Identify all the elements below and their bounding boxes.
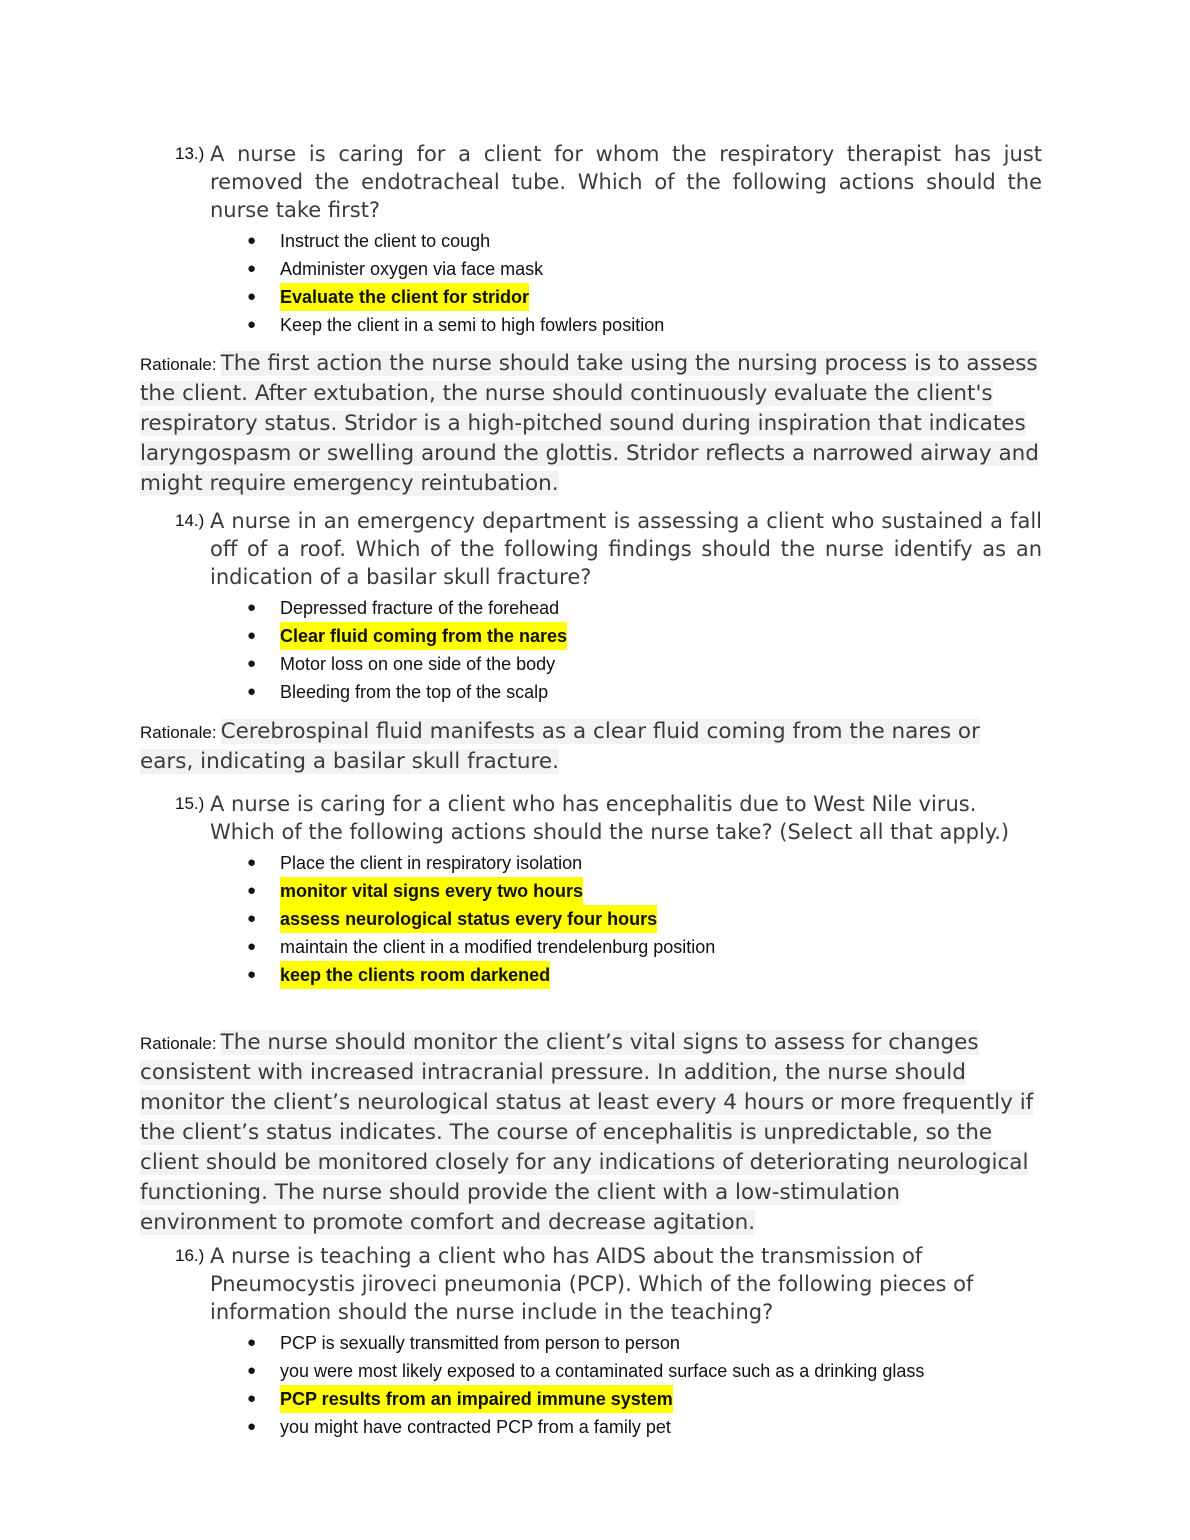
rationale-label: Rationale:	[140, 1034, 217, 1053]
option-text: Place the client in respiratory isolation	[280, 853, 583, 873]
list-item	[247, 227, 1111, 255]
option-text: PCP is sexually transmitted from person to person	[280, 1333, 680, 1353]
correct-option-text: Evaluate the client for stridor	[280, 283, 529, 311]
rationale-label: Rationale:	[140, 723, 217, 742]
rationale-label: Rationale:	[140, 355, 217, 374]
list-item	[247, 622, 1111, 650]
option-text: you might have contracted PCP from a family pet	[280, 1417, 671, 1437]
bullet-icon: ●	[247, 627, 257, 644]
rationale-13	[140, 350, 1040, 500]
bullet-icon: ●	[247, 683, 257, 700]
bullet-icon: ●	[247, 938, 257, 955]
bullet-icon: ●	[247, 599, 257, 616]
list-item	[247, 933, 1111, 961]
bullet-icon: ●	[247, 854, 257, 871]
rationale-text: The nurse should monitor the client’s vital signs to assess for changes consistent with increased intracranial pressure. In addition, the nurse should monitor the client’s neurological status at least every 4 hours or more frequently if the client’s status indicates. The course of encephalitis is unpredictable, so the client should be monitored closely for any indications of deteriorating neurological functioning. The nurse should provide the client with a low-stimulation environment to promote comfort and decrease agitation.	[140, 1030, 1034, 1235]
option-text: Depressed fracture of the forehead	[280, 598, 560, 618]
option-text: Motor loss on one side of the body	[280, 654, 556, 674]
question-13	[175, 140, 1042, 339]
option-text: maintain the client in a modified trendelenburg position	[280, 937, 716, 957]
question-number: 15.)	[175, 794, 205, 813]
list-item	[247, 849, 1111, 877]
list-item	[247, 283, 1111, 311]
bullet-icon: ●	[247, 1334, 257, 1351]
list-item	[247, 594, 1111, 622]
options-list	[247, 594, 1111, 706]
option-text: Keep the client in a semi to high fowlers position	[280, 315, 665, 335]
bullet-icon: ●	[247, 966, 257, 983]
bullet-icon: ●	[247, 288, 257, 305]
question-15	[175, 790, 1039, 989]
rationale-text: Cerebrospinal fluid manifests as a clear fluid coming from the nares or ears, indicating a basilar skull fracture.	[140, 719, 980, 774]
correct-option-text: keep the clients room darkened	[280, 961, 550, 989]
option-text: Bleeding from the top of the scalp	[280, 682, 549, 702]
list-item	[247, 877, 1111, 905]
question-text: A nurse in an emergency department is assessing a client who sustained a fall off of a roof. Which of the following findings should the nurse identify as an indication of a basilar skull fracture?	[210, 509, 1042, 589]
list-item	[247, 678, 1111, 706]
list-item	[247, 961, 1111, 989]
option-text: Instruct the client to cough	[280, 231, 491, 251]
option-text: Administer oxygen via face mask	[280, 259, 544, 279]
list-item	[247, 311, 1111, 339]
list-item	[247, 255, 1111, 283]
list-item	[247, 650, 1111, 678]
bullet-icon: ●	[247, 655, 257, 672]
bullet-icon: ●	[247, 910, 257, 927]
list-item	[247, 1329, 1111, 1357]
list-item	[247, 1413, 1111, 1441]
bullet-icon: ●	[247, 1390, 257, 1407]
list-item	[247, 905, 1111, 933]
rationale-text: The first action the nurse should take using the nursing process is to assess the client. After extubation, the nurse should continuously evaluate the client's respiratory status. Stridor is a high-pitched sound during inspiration that indicates laryngospasm or swelling around the glottis. Stridor reflects a narrowed airway and might require emergency reintubation.	[140, 351, 1039, 496]
correct-option-text: Clear fluid coming from the nares	[280, 622, 567, 650]
bullet-icon: ●	[247, 316, 257, 333]
bullet-icon: ●	[247, 1362, 257, 1379]
rationale-15	[140, 1029, 1040, 1239]
question-text: A nurse is teaching a client who has AIDS about the transmission of Pneumocystis jiroveci pneumonia (PCP). Which of the following pieces of information should the nurse include in the teaching?	[210, 1244, 974, 1324]
question-number: 14.)	[175, 511, 205, 530]
question-16	[175, 1242, 1039, 1441]
question-text: A nurse is caring for a client who has encephalitis due to West Nile virus. Which of the following actions should the nurse take? (Select all that apply.)	[210, 792, 1010, 844]
question-number: 13.)	[175, 144, 205, 163]
bullet-icon: ●	[247, 232, 257, 249]
list-item	[247, 1385, 1111, 1413]
bullet-icon: ●	[247, 1418, 257, 1435]
option-text: you were most likely exposed to a contaminated surface such as a drinking glass	[280, 1361, 925, 1381]
bullet-icon: ●	[247, 882, 257, 899]
options-list	[247, 1329, 1111, 1441]
question-number: 16.)	[175, 1246, 205, 1265]
bullet-icon: ●	[247, 260, 257, 277]
options-list	[247, 849, 1111, 989]
list-item	[247, 1357, 1111, 1385]
options-list	[247, 227, 1111, 339]
correct-option-text: assess neurological status every four hours	[280, 905, 657, 933]
correct-option-text: monitor vital signs every two hours	[280, 877, 583, 905]
question-14	[175, 507, 1042, 706]
rationale-14	[140, 718, 1040, 778]
correct-option-text: PCP results from an impaired immune system	[280, 1385, 673, 1413]
question-text: A nurse is caring for a client for whom the respiratory therapist has just removed the endotracheal tube. Which of the following actions should the nurse take first?	[210, 142, 1042, 222]
